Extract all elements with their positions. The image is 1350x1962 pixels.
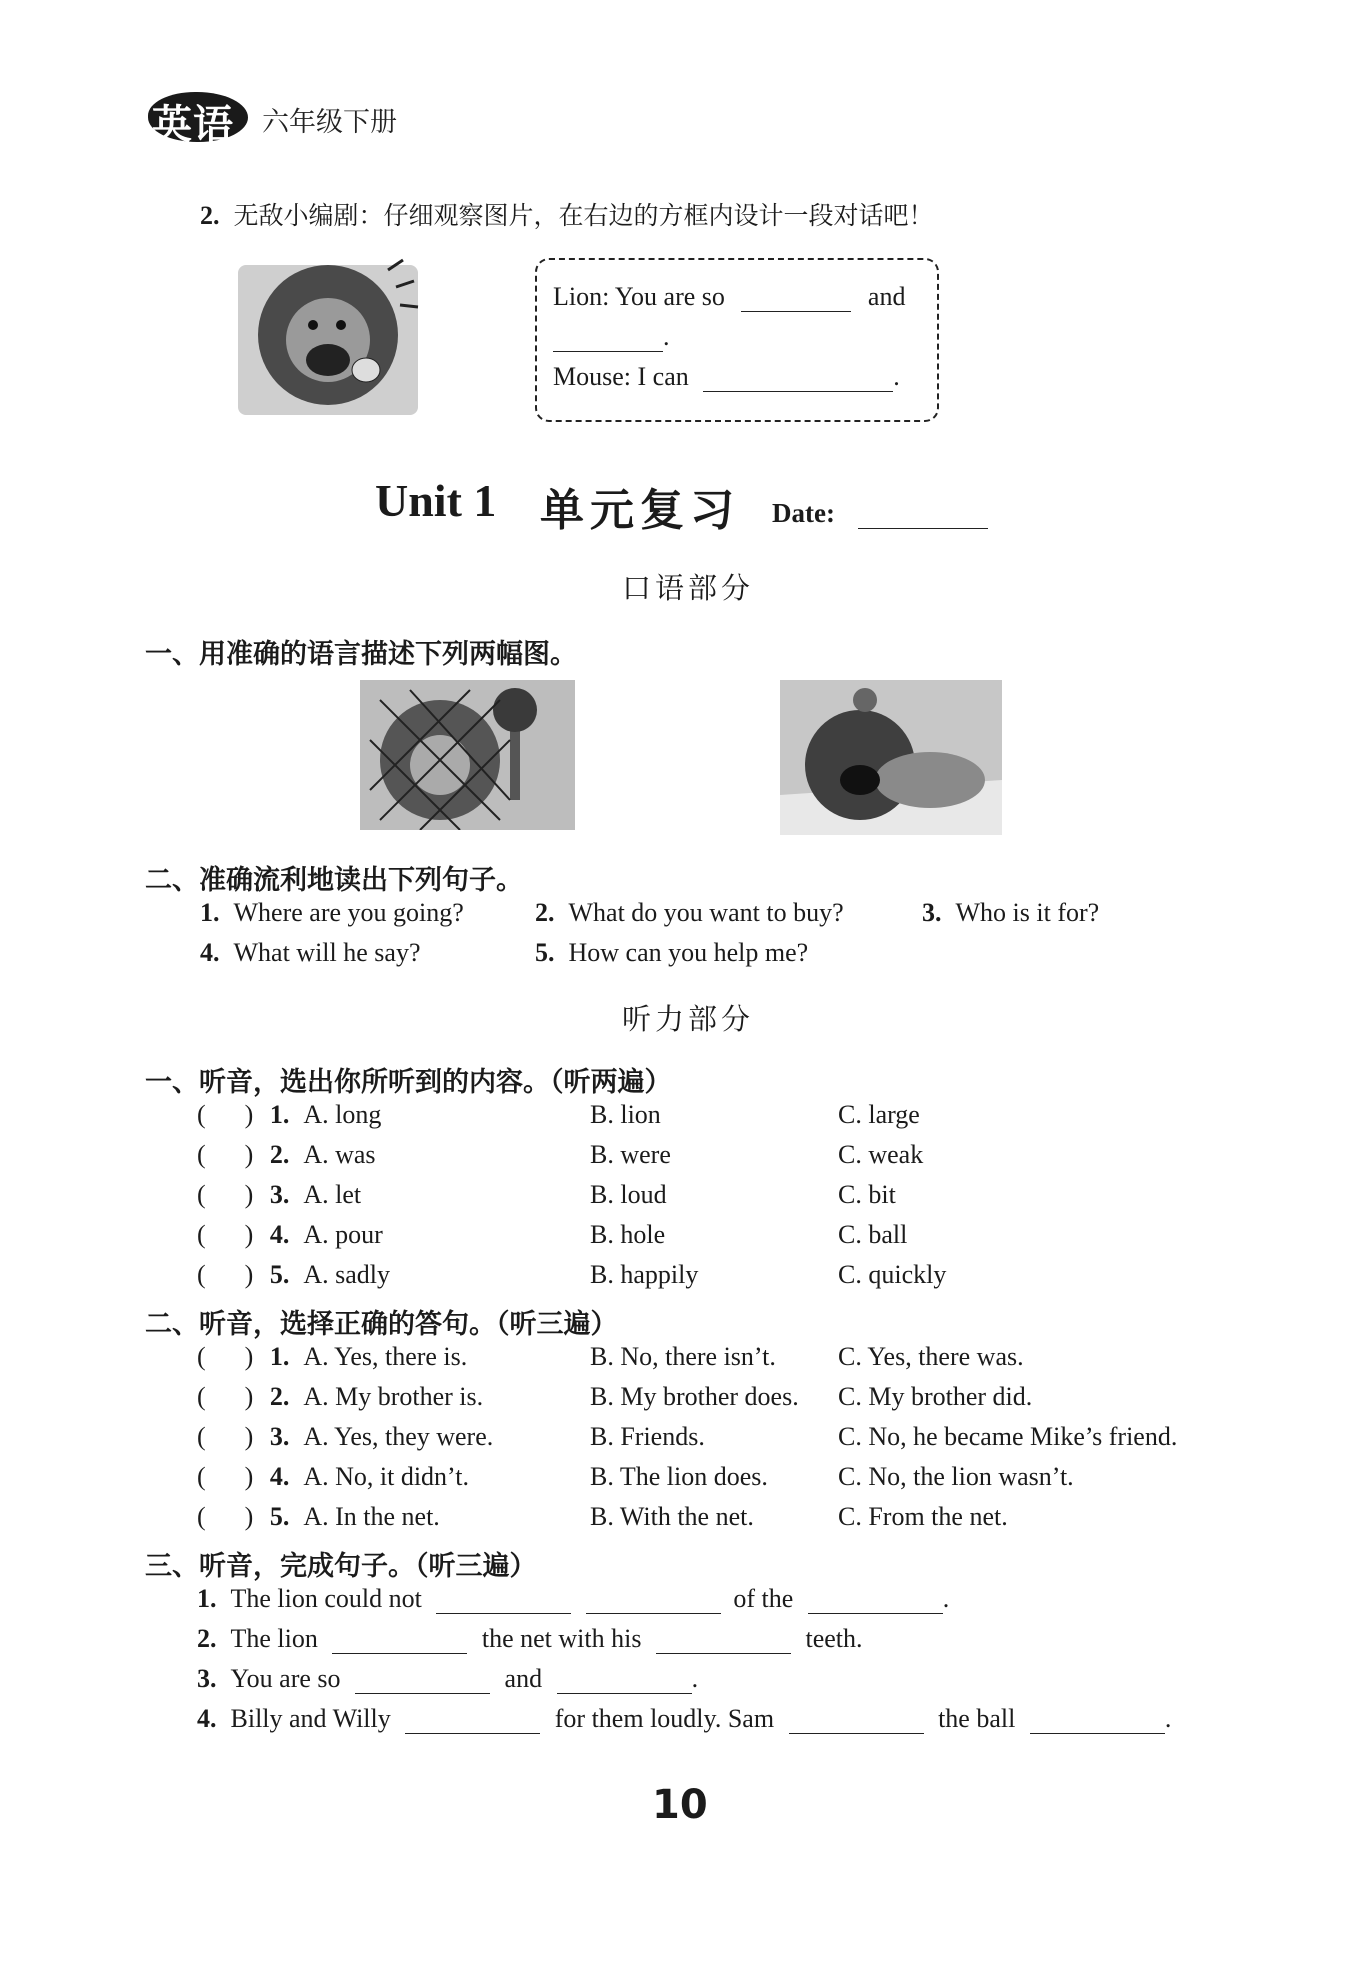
unit-title-cn: 单元复习 (540, 486, 740, 535)
oral-section-title: 口语部分 (622, 573, 755, 605)
blank[interactable] (586, 1587, 721, 1614)
q2-row-4-c: C. No, the lion wasn’t. (838, 1462, 1074, 1491)
q2-row-5-c: C. From the net. (838, 1502, 1008, 1531)
dialogue-line-lion-cont: . (553, 322, 670, 352)
q1-row-1: ( ) 1. A. long (197, 1100, 382, 1129)
blank[interactable] (553, 325, 663, 352)
sentence-2: 2. What do you want to buy? (535, 898, 844, 927)
q2-row-3-b: B. Friends. (590, 1422, 705, 1451)
q1-row-5: ( ) 5. A. sadly (197, 1260, 390, 1289)
q3-sentence-4: 4. Billy and Willy for them loudly. Sam the ball . (197, 1704, 1172, 1733)
answer-paren[interactable]: ( ) (197, 1140, 254, 1169)
blank[interactable] (789, 1707, 924, 1734)
q1-row-4-b: B. hole (590, 1220, 666, 1249)
q3-sentence-2: 2. The lion the net with his teeth. (197, 1624, 863, 1653)
dialogue-line-lion: Lion: You are so and (553, 282, 906, 311)
q1-row-3: ( ) 3. A. let (197, 1180, 362, 1209)
blank[interactable] (436, 1587, 571, 1614)
answer-paren[interactable]: ( ) (197, 1260, 254, 1289)
q2-row-5-b: B. With the net. (590, 1502, 754, 1531)
q2-row-1-c: C. Yes, there was. (838, 1342, 1024, 1371)
q1-row-5-c: C. quickly (838, 1260, 947, 1289)
answer-paren[interactable]: ( ) (197, 1342, 254, 1371)
answer-paren[interactable]: ( ) (197, 1220, 254, 1249)
q3-sentence-3: 3. You are so and . (197, 1664, 699, 1693)
q1-row-4: ( ) 4. A. pour (197, 1220, 383, 1249)
answer-paren[interactable]: ( ) (197, 1100, 254, 1129)
q1-row-1-c: C. large (838, 1100, 920, 1129)
blank[interactable] (808, 1587, 943, 1614)
q2-row-1-b: B. No, there isn’t. (590, 1342, 776, 1371)
sentence-3: 3. Who is it for? (922, 898, 1100, 927)
blank[interactable] (741, 285, 851, 312)
sentence-5: 5. How can you help me? (535, 938, 809, 967)
q2-row-4: ( ) 4. A. No, it didn’t. (197, 1462, 469, 1491)
header-grade: 六年级下册 (262, 107, 397, 138)
q2-row-3-c: C. No, he became Mike’s friend. (838, 1422, 1178, 1451)
q1-row-2-c: C. weak (838, 1140, 924, 1169)
q2-row-2: ( ) 2. A. My brother is. (197, 1382, 484, 1411)
lion-in-net-illustration (360, 680, 575, 830)
lion-laughing-illustration (238, 255, 438, 415)
q2-row-4-b: B. The lion does. (590, 1462, 768, 1491)
blank[interactable] (355, 1667, 490, 1694)
oral-q2-heading: 二、准确流利地读出下列句子。 (145, 865, 523, 896)
blank[interactable] (1030, 1707, 1165, 1734)
unit-title: Unit 1 (375, 475, 497, 526)
q3-sentence-1: 1. The lion could not of the . (197, 1584, 950, 1613)
blank[interactable] (656, 1627, 791, 1654)
oral-q1-heading: 一、用准确的语言描述下列两幅图。 (145, 639, 577, 670)
blank[interactable] (703, 365, 893, 392)
answer-paren[interactable]: ( ) (197, 1502, 254, 1531)
header-subject: 英语 (152, 102, 234, 148)
answer-paren[interactable]: ( ) (197, 1422, 254, 1451)
blank[interactable] (405, 1707, 540, 1734)
listening-q3-heading: 三、听音，完成句子。（听三遍） (145, 1551, 537, 1582)
sentence-1: 1. Where are you going? (200, 898, 464, 927)
q2-row-1: ( ) 1. A. Yes, there is. (197, 1342, 468, 1371)
q1-row-3-c: C. bit (838, 1180, 896, 1209)
q1-row-2-b: B. were (590, 1140, 671, 1169)
answer-paren[interactable]: ( ) (197, 1382, 254, 1411)
dialogue-line-mouse: Mouse: I can . (553, 362, 900, 391)
q1-row-3-b: B. loud (590, 1180, 667, 1209)
sentence-4: 4. What will he say? (200, 938, 421, 967)
lion-running-illustration (780, 680, 1002, 835)
task2-instruction: 2. 无敌小编剧：仔细观察图片，在右边的方框内设计一段对话吧！ (200, 201, 934, 230)
listening-section-title: 听力部分 (622, 1004, 755, 1036)
q2-row-2-b: B. My brother does. (590, 1382, 799, 1411)
blank[interactable] (332, 1627, 467, 1654)
page-number: 10 (652, 1782, 708, 1828)
date-label: Date: (772, 498, 835, 528)
q1-row-2: ( ) 2. A. was (197, 1140, 376, 1169)
answer-paren[interactable]: ( ) (197, 1462, 254, 1491)
date-field[interactable] (858, 528, 988, 529)
q1-row-1-b: B. lion (590, 1100, 661, 1129)
q1-row-5-b: B. happily (590, 1260, 699, 1289)
q2-row-5: ( ) 5. A. In the net. (197, 1502, 440, 1531)
q2-row-2-c: C. My brother did. (838, 1382, 1033, 1411)
blank[interactable] (557, 1667, 692, 1694)
q2-row-3: ( ) 3. A. Yes, they were. (197, 1422, 494, 1451)
listening-q2-heading: 二、听音，选择正确的答句。（听三遍） (145, 1309, 618, 1340)
answer-paren[interactable]: ( ) (197, 1180, 254, 1209)
listening-q1-heading: 一、听音，选出你所听到的内容。（听两遍） (145, 1067, 672, 1098)
q1-row-4-c: C. ball (838, 1220, 908, 1249)
